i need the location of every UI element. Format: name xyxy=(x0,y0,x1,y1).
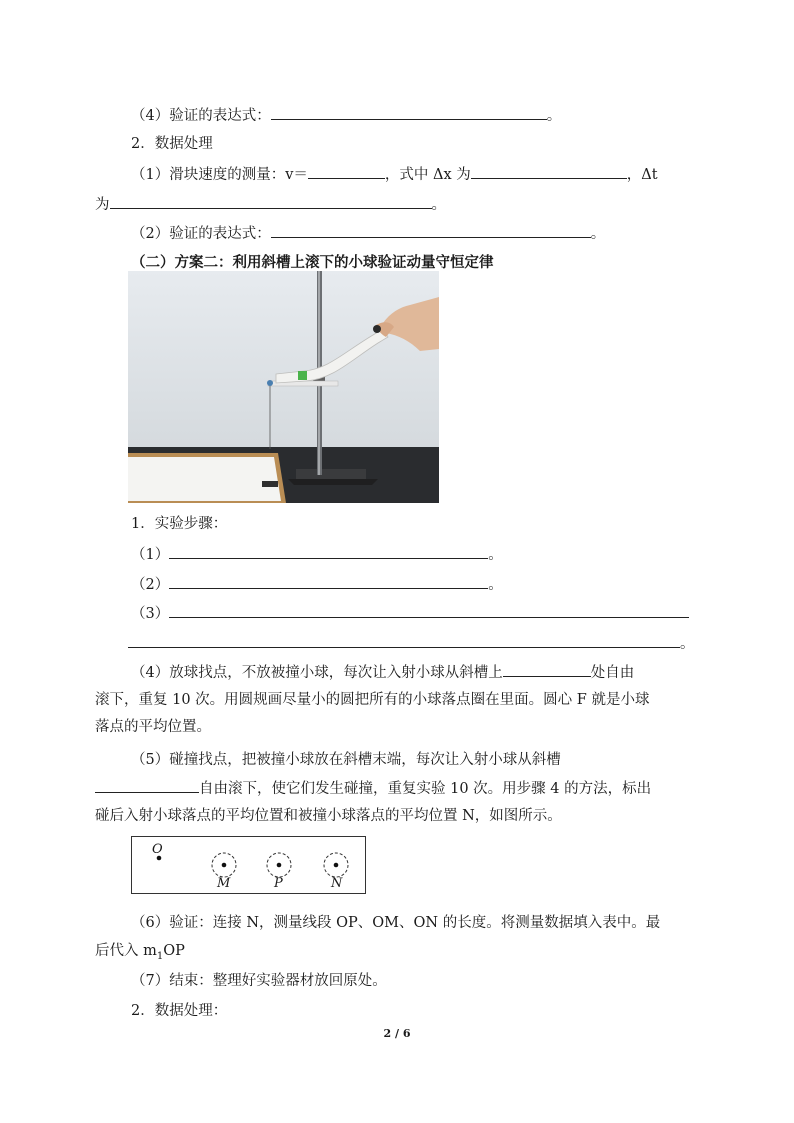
step4-line-a xyxy=(131,662,634,683)
label-n: N xyxy=(331,876,343,891)
dx-blank[interactable] xyxy=(471,164,627,179)
data-processing-heading-2: 2．数据处理： xyxy=(131,1003,228,1019)
item1-cont: 为 xyxy=(95,197,110,213)
step4-blank[interactable] xyxy=(503,662,591,677)
step2-end: 。 xyxy=(488,577,503,593)
item4-answer-blank[interactable] xyxy=(271,105,547,120)
item4-line xyxy=(131,105,561,126)
item1-mid: ，式中 Δx 为 xyxy=(384,167,471,183)
step6-line-b xyxy=(95,941,185,967)
page-number: 2 / 6 xyxy=(383,1027,411,1040)
step1-end: 。 xyxy=(488,547,503,563)
step2-label: （2） xyxy=(131,577,170,593)
dt-blank[interactable] xyxy=(110,194,432,209)
item2-label: （2）验证的表达式： xyxy=(131,226,271,242)
step3-cont-line xyxy=(128,633,695,654)
item2-end: 。 xyxy=(590,226,606,242)
step5-blank[interactable] xyxy=(95,778,199,793)
step5-line-c: 碰后入射小球落点的平均位置和被撞小球落点的平均位置 N，如图所示。 xyxy=(95,808,562,824)
steps-heading: 1．实验步骤： xyxy=(131,516,228,532)
step3-line xyxy=(131,603,689,624)
step6-subscript: 1 xyxy=(156,950,164,962)
item1-end: ，Δt xyxy=(626,167,658,183)
step6-text-b: 后代入 m xyxy=(95,943,157,959)
step3-label: （3） xyxy=(131,606,170,622)
step1-line xyxy=(131,544,503,565)
step3-blank-2[interactable] xyxy=(128,633,680,648)
step4-text-b: 处自由 xyxy=(590,665,635,681)
label-p: P xyxy=(274,876,283,891)
apparatus-photo xyxy=(128,271,439,503)
step2-line xyxy=(131,574,503,595)
step2-blank[interactable] xyxy=(169,574,488,589)
section2-heading: （二）方案二：利用斜槽上滚下的小球验证动量守恒定律 xyxy=(131,255,494,271)
step5-line-a: （5）碰撞找点，把被撞小球放在斜槽末端，每次让入射小球从斜槽 xyxy=(131,752,561,768)
item1-cont-line xyxy=(95,194,446,215)
step7-line: （7）结束：整理好实验器材放回原处。 xyxy=(131,973,387,989)
landing-points-diagram xyxy=(131,836,366,894)
step3-blank-1[interactable] xyxy=(169,603,689,618)
item1-label: （1）滑块速度的测量：v＝ xyxy=(131,167,308,183)
item1-line xyxy=(131,164,658,185)
label-m: M xyxy=(217,876,231,891)
step3-end: 。 xyxy=(680,636,695,652)
step4-text-a: （4）放球找点，不放被撞小球，每次让入射小球从斜槽上 xyxy=(131,665,503,681)
item2-line xyxy=(131,223,605,244)
step1-label: （1） xyxy=(131,547,170,563)
item1-cont-end: 。 xyxy=(431,197,446,213)
step4-line-d: 落点的平均位置。 xyxy=(95,719,211,735)
item4-end: 。 xyxy=(546,108,562,124)
step1-blank[interactable] xyxy=(169,544,488,559)
step4-line-c: 滚下，重复 10 次。用圆规画尽量小的圆把所有的小球落点圈在里面。圆心 F 就是小球 xyxy=(95,692,650,708)
item4-label: （4）验证的表达式： xyxy=(131,108,271,124)
step5-text-b: 自由滚下，使它们发生碰撞，重复实验 10 次。用步骤 4 的方法，标出 xyxy=(199,781,652,797)
step6-text-c: OP xyxy=(163,943,185,959)
item2-answer-blank[interactable] xyxy=(271,223,591,238)
step6-line-a: （6）验证：连接 N，测量线段 OP、OM、ON 的长度。将测量数据填入表中。最 xyxy=(131,915,661,931)
label-o: O xyxy=(152,842,163,857)
velocity-blank[interactable] xyxy=(308,164,385,179)
step5-line-b xyxy=(95,778,651,799)
data-processing-heading: 2．数据处理 xyxy=(131,136,213,152)
